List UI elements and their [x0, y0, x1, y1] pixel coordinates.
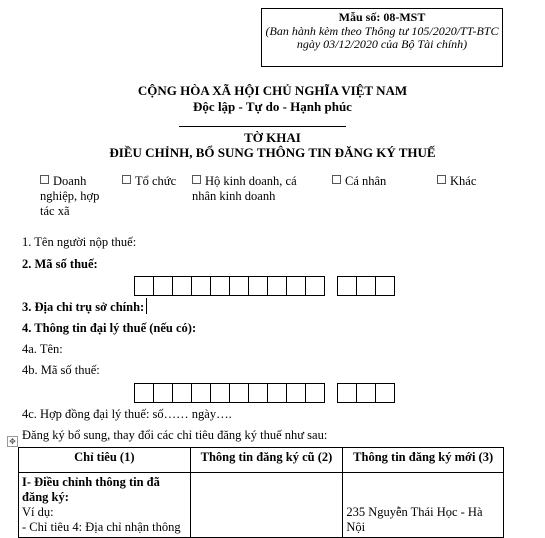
example-label: Ví dụ: [22, 505, 54, 519]
agent-tax-code-boxes[interactable] [134, 383, 324, 403]
checkbox-square-icon[interactable] [40, 175, 49, 184]
checkbox-square-icon[interactable] [122, 175, 131, 184]
checkbox-label: Tổ chức [135, 174, 177, 188]
document-title: TỜ KHAI [244, 130, 301, 145]
tax-code-boxes[interactable] [134, 276, 324, 296]
checkbox-individual[interactable] [332, 174, 386, 189]
column-header: Chỉ tiêu (1) [19, 448, 191, 473]
field-tax-agent-info: 4. Thông tin đại lý thuế (nếu có): [22, 321, 197, 335]
country-name: CỘNG HÒA XÃ HỘI CHỦ NGHĨA VIỆT NAM [137, 83, 408, 98]
checkbox-label: Hộ kinh doanh, cá nhân kinh doanh [192, 174, 297, 203]
checkbox-organization[interactable] [122, 174, 176, 189]
form-number-box [261, 8, 503, 67]
text-cursor [146, 298, 147, 314]
table-row [19, 473, 504, 538]
column-header: Thông tin đăng ký mới (3) [343, 448, 504, 473]
checkbox-household-business[interactable] [192, 174, 310, 204]
checkbox-label: Doanh nghiệp, hợp tác xã [40, 174, 100, 218]
field-agent-name: 4a. Tên: [22, 342, 63, 356]
column-header: Thông tin đăng ký cũ (2) [190, 448, 343, 473]
form-legal-note: (Ban hành kèm theo Thông tư 105/2020/TT-BTC ngày 03/12/2020 của Bộ Tài chính) [265, 23, 499, 51]
field-head-office-address: 3. Địa chỉ trụ sở chính: [22, 300, 145, 314]
table-cell [19, 473, 191, 538]
tax-code-suffix-boxes[interactable] [337, 276, 394, 296]
checkbox-square-icon[interactable] [437, 175, 446, 184]
table-cell [190, 473, 343, 538]
registration-change-table [18, 447, 504, 538]
change-intro-text: Đăng ký bổ sung, thay đổi các chỉ tiêu đăng ký thuế như sau: [22, 428, 328, 442]
field-tax-code: 2. Mã số thuế: [22, 257, 98, 271]
national-motto: Độc lập - Tự do - Hạnh phúc [193, 99, 352, 114]
move-handle-icon[interactable]: ✥ [7, 436, 18, 447]
checkbox-label: Cá nhân [345, 174, 387, 188]
section-title: I- Điều chỉnh thông tin đã đăng ký: [22, 475, 160, 504]
checkbox-other[interactable] [437, 174, 476, 189]
form-code: Mẫu số: 08-MST [338, 10, 426, 24]
document-subtitle: ĐIỀU CHỈNH, BỔ SUNG THÔNG TIN ĐĂNG KÝ THUẾ [109, 145, 436, 160]
checkbox-enterprise[interactable] [40, 174, 110, 219]
field-agent-tax-code: 4b. Mã số thuế: [22, 363, 100, 377]
example-new-value: 235 Nguyễn Thái Học - Hà Nội [346, 505, 483, 534]
motto-underline [179, 126, 346, 127]
field-taxpayer-name: 1. Tên người nộp thuế: [22, 235, 137, 249]
checkbox-square-icon[interactable] [332, 175, 341, 184]
table-header-row [19, 448, 504, 473]
field-agent-contract: 4c. Hợp đồng đại lý thuế: số…… ngày…. [22, 407, 232, 421]
example-item: - Chỉ tiêu 4: Địa chỉ nhận thông [22, 520, 181, 534]
checkbox-square-icon[interactable] [192, 175, 201, 184]
agent-tax-code-suffix-boxes[interactable] [337, 383, 394, 403]
table-cell [343, 473, 504, 538]
checkbox-label: Khác [450, 174, 477, 188]
